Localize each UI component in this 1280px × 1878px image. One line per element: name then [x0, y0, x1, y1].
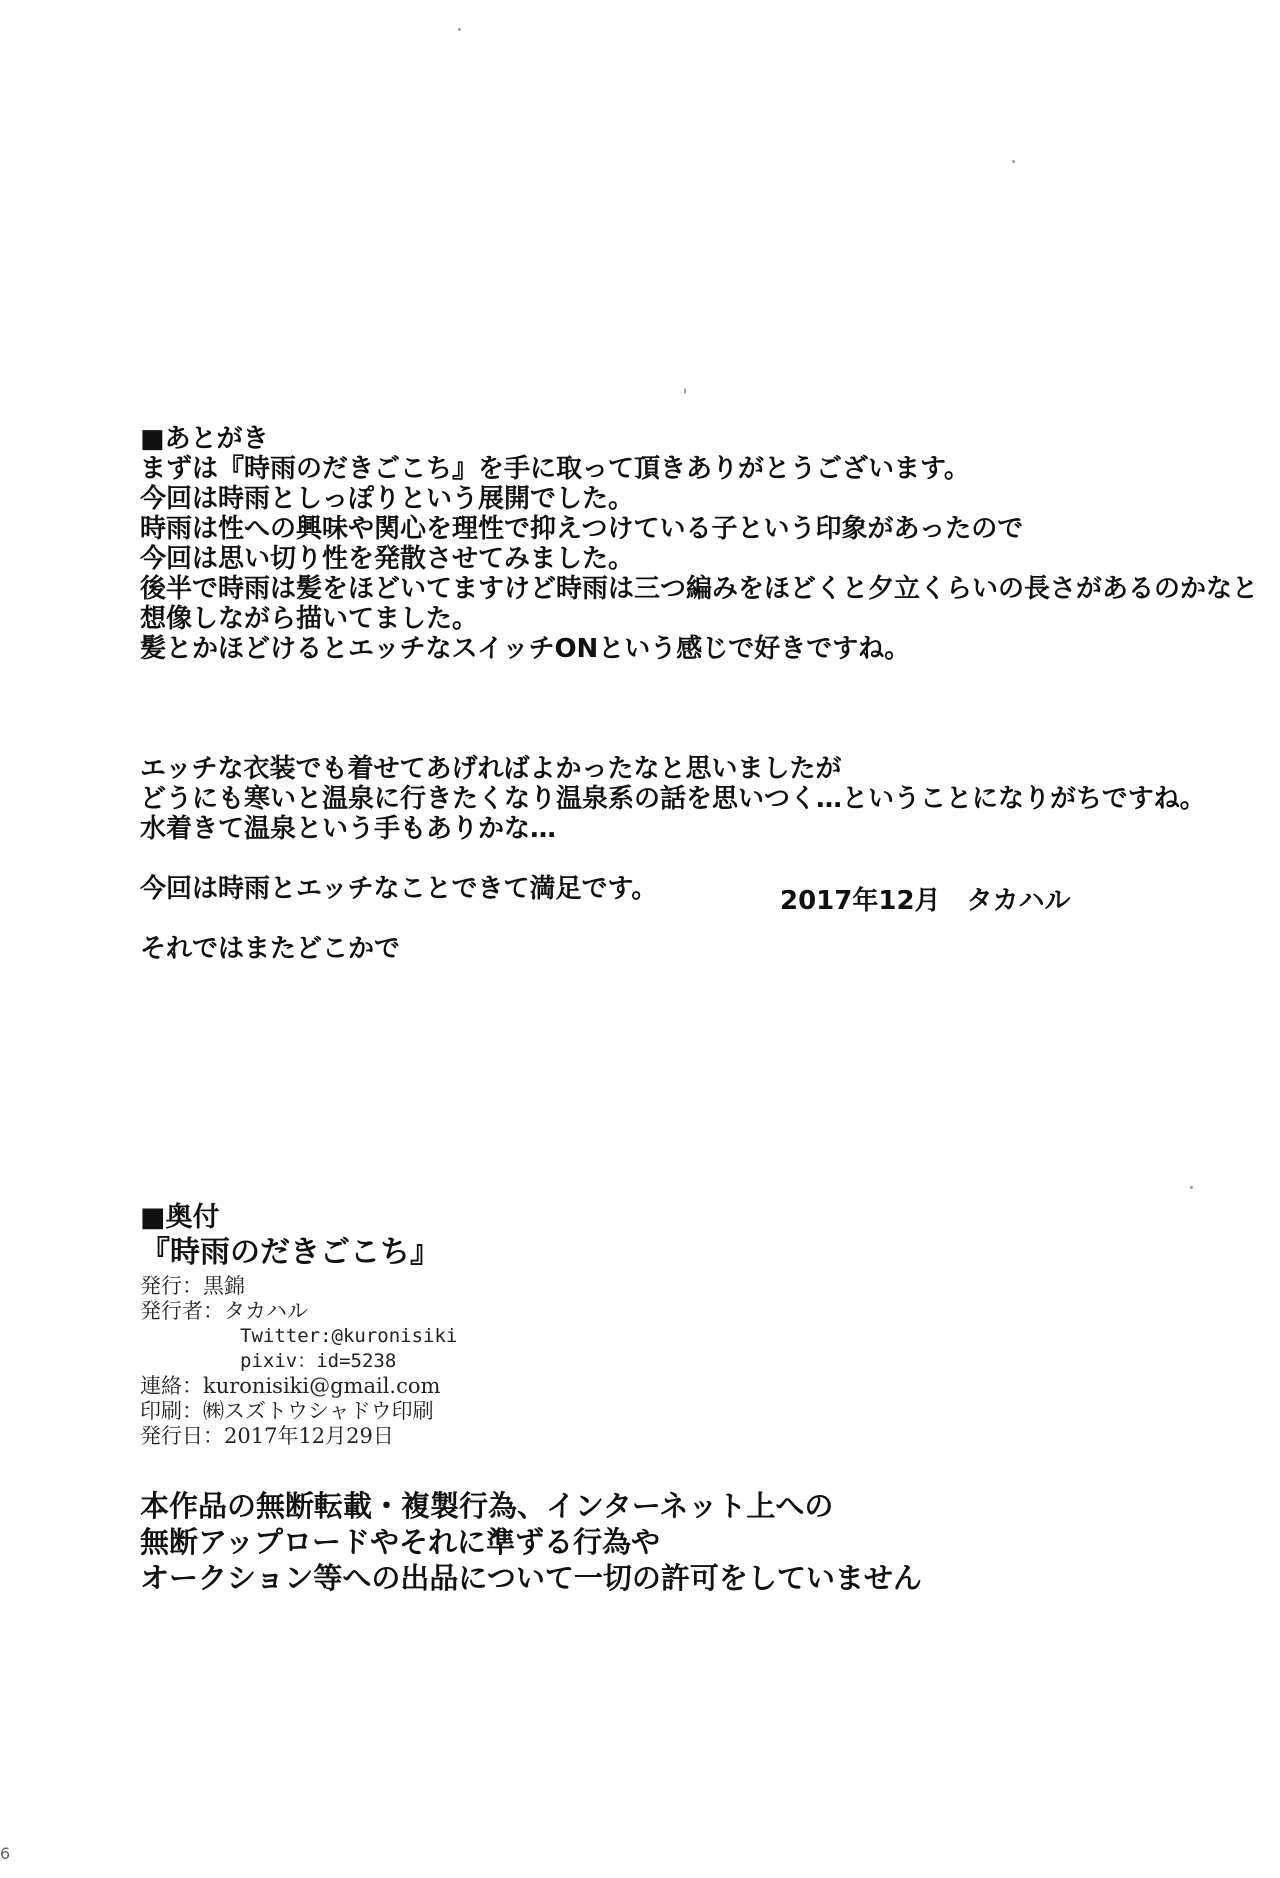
afterword-line: 時雨は性への興味や関心を理性で抑えつけている子という印象があったので	[140, 514, 1024, 544]
afterword-line: まずは『時雨のだきごこち』を手に取って頂きありがとうございます。	[140, 454, 970, 484]
afterword-line: 髪とかほどけるとエッチなスイッチONという感じで好きですね。	[140, 634, 911, 664]
twitter-row: Twitter:@kuronisiki	[240, 1325, 458, 1347]
notice-line: 本作品の無断転載・複製行為、インターネット上への	[140, 1489, 834, 1523]
afterword-line: エッチな衣装でも着せてあげればよかったなと思いましたが	[140, 754, 842, 784]
afterword-line: 今回は時雨とエッチなことできて満足です。	[140, 874, 658, 904]
colophon-section	[140, 1202, 840, 1449]
afterword-closing: それではまたどこかで	[140, 934, 401, 964]
pixiv-row: pixiv：id=5238	[240, 1350, 397, 1372]
colophon-heading: ■奥付	[140, 1202, 220, 1233]
notice-line: オークション等への出品について一切の許可をしていません	[140, 1561, 922, 1595]
copyright-notice	[140, 1488, 922, 1596]
afterword-line: 水着きて温泉という手もありかな…	[140, 814, 557, 844]
issue-date-row: 発行日：2017年12月29日	[140, 1424, 394, 1448]
contact-row: 連絡：kuronisiki@gmail.com	[140, 1374, 441, 1398]
afterword-line: 想像しながら描いてました。	[140, 604, 479, 634]
colophon-details	[140, 1274, 840, 1449]
afterword-line: 今回は時雨としっぽりという展開でした。	[140, 484, 635, 514]
afterword-section	[140, 424, 1260, 964]
issuer-row: 発行者：タカハル	[140, 1299, 308, 1323]
notice-line: 無断アップロードやそれに準ずる行為や	[140, 1525, 660, 1559]
scan-speck	[1012, 160, 1015, 163]
printer-row: 印刷：㈱スズトウシャドウ印刷	[140, 1399, 434, 1423]
afterword-signature: 2017年12月 タカハル	[780, 886, 1071, 916]
book-title: 『時雨のだきごこち』	[140, 1235, 440, 1270]
publisher-row: 発行：黒錦	[140, 1274, 245, 1298]
afterword-heading: ■あとがき	[140, 424, 269, 454]
afterword-line: 後半で時雨は髪をほどいてますけど時雨は三つ編みをほどくと夕立くらいの長さがあるのかなと	[140, 574, 1259, 604]
scan-speck	[684, 388, 686, 394]
page-number: 6	[0, 1844, 11, 1863]
scan-speck	[1190, 1186, 1193, 1189]
afterword-line: 今回は思い切り性を発散させてみました。	[140, 544, 635, 574]
scan-speck	[458, 28, 461, 31]
afterword-line: どうにも寒いと温泉に行きたくなり温泉系の話を思いつく…ということになりがちですね。	[140, 784, 1206, 814]
